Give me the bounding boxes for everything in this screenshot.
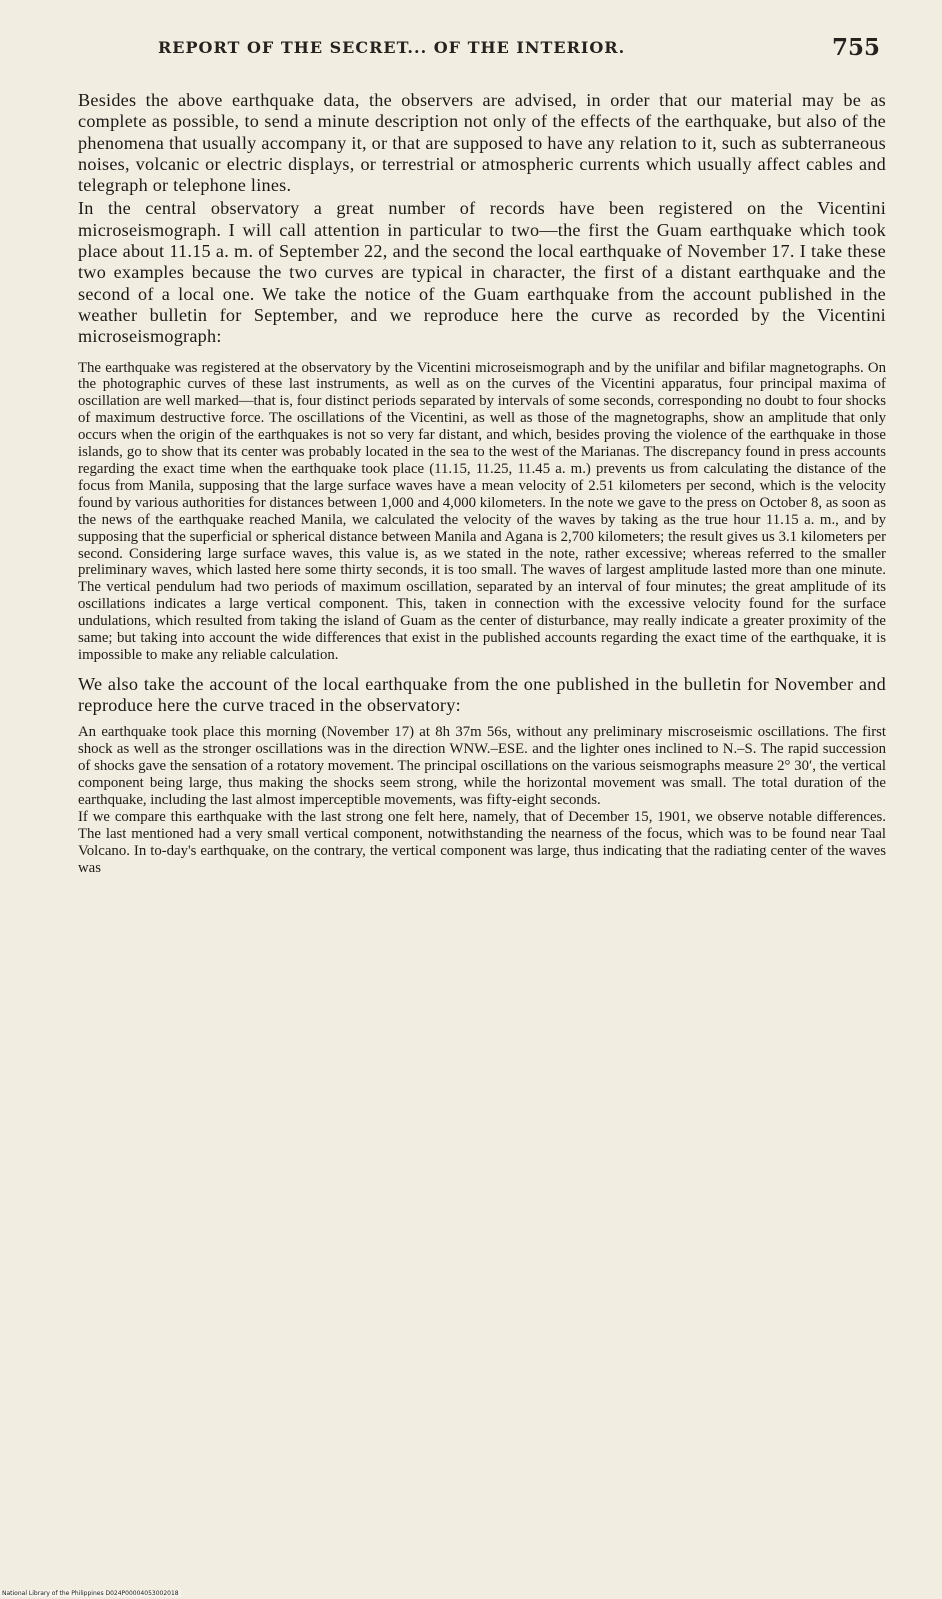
guam-quote-text: The earthquake was registered at the observatory by the Vicentini microseismograph and by the unifilar and bifilar magnetographs. On the photographic curves of these last instruments, as well as on the curves of the Vicentini apparatus, four principal maxima of oscillation are well marked—that is, four distinct periods separated by intervals of some seconds, corresponding no doubt to four shocks of maximum destructive force. The oscillations of the Vicentini, as well as those of the magnetographs, show an amplitude that only occurs when the origin of the earthquakes is not so very far distant, and which, besides proving the violence of the earthquake in those islands, go to show that its center was probably located in the sea to the west of the Marianas. The discrepancy found in press accounts regarding the exact time when the earthquake took place (11.15, 11.25, 11.45 a. m.) prevents us from calculating the distance of the focus from Manila, supposing that the large surface waves have a mean velocity of 2.51 kilometers per second, which is the velocity found by various authorities for distances between 1,000 and 4,000 kilometers. In the note we gave to the press on October 8, as soon as the news of the earthquake reached Manila, we calculated the velocity of the waves by taking as the true hour 11.15 a. m., and by supposing that the superficial or spherical distance between Manila and Agana is 2,700 kilometers; the result gives us 3.1 kilometers per second. Considering large surface waves, this value is, as we stated in the note, rather excessive; whereas referred to the smaller preliminary waves, which lasted here some thirty seconds, it is too small. The waves of largest amplitude lasted more than one minute. The vertical pendulum had two periods of maximum oscillation, separated by an interval of four minutes; the great amplitude of its oscillations indicates a large vertical component. This, taken in connection with the excessive velocity found for the surface undulations, which resulted from taking the island of Guam as the center of disturbance, may really indicate a greater proximity of the same; but taking into account the wide differences that exist in the published accounts regarding the exact time of the earthquake, it is impossible to make any reliable calculation. xyxy=(78,359,886,663)
main-text xyxy=(78,90,886,348)
guam-quote xyxy=(78,360,886,664)
intro-paragraph: Besides the above earthquake data, the observers are advised, in order that our material may be as complete as possible, to send a minute description not only of the effects of the earthquake, but also of the phenomena that usually accompany it, or that are supposed to have any relation to it, such as subterraneous noises, volcanic or electric displays, or terrestrial or atmospheric currents which usually affect cables and telegraph or telephone lines. xyxy=(78,90,886,196)
scan-credit: National Library of the Philippines D024P00004053002018 xyxy=(2,1590,179,1597)
local-intro-paragraph: We also take the account of the local earthquake from the one published in the bulletin for November and reproduce here the curve traced in the observatory: xyxy=(78,673,886,716)
local-quote xyxy=(78,724,886,876)
page-number: 755 xyxy=(831,34,880,61)
local-intro xyxy=(78,674,886,717)
local-quote-text: An earthquake took place this morning (November 17) at 8h 37m 56s, without any preliminary miscroseismic oscillations. The first shock as well as the stronger oscillations was in the direction WNW.–ESE. and the lighter ones inclined to N.–S. The rapid succession of shocks gave the sensation of a rotatory movement. The principal oscillations on the various seismographs measure 2° 30′, the vertical component being large, thus making the shocks seem strong, while the horizontal movement was small. The total duration of the earthquake, including the last almost imperceptible movements, was fifty-eight seconds. xyxy=(78,724,886,809)
comparison-quote-text: If we compare this earthquake with the last strong one felt here, namely, that of December 15, 1901, we observe notable differences. The last mentioned had a very small vertical component, notwithstanding the nearness of the focus, which was to be found near Taal Volcano. In to-day's earthquake, on the contrary, the vertical component was large, thus indicating that the radiating center of the waves was xyxy=(78,809,886,876)
running-head xyxy=(78,36,886,76)
running-title: REPORT OF THE SECRET... OF THE INTERIOR. xyxy=(158,38,626,57)
central-observatory-paragraph: In the central observatory a great number of records have been registered on the Vicentini microseismograph. I will call attention in particular to two—the first the Guam earthquake which took place about 11.15 a. m. of September 22, and the second the local earthquake of November 17. I take these two examples because the two curves are typical in character, the first of a distant earthquake and the second of a local one. We take the notice of the Guam earthquake from the account published in the weather bulletin for September, and we reproduce here the curve as recorded by the Vicentini microseismograph: xyxy=(78,198,886,347)
